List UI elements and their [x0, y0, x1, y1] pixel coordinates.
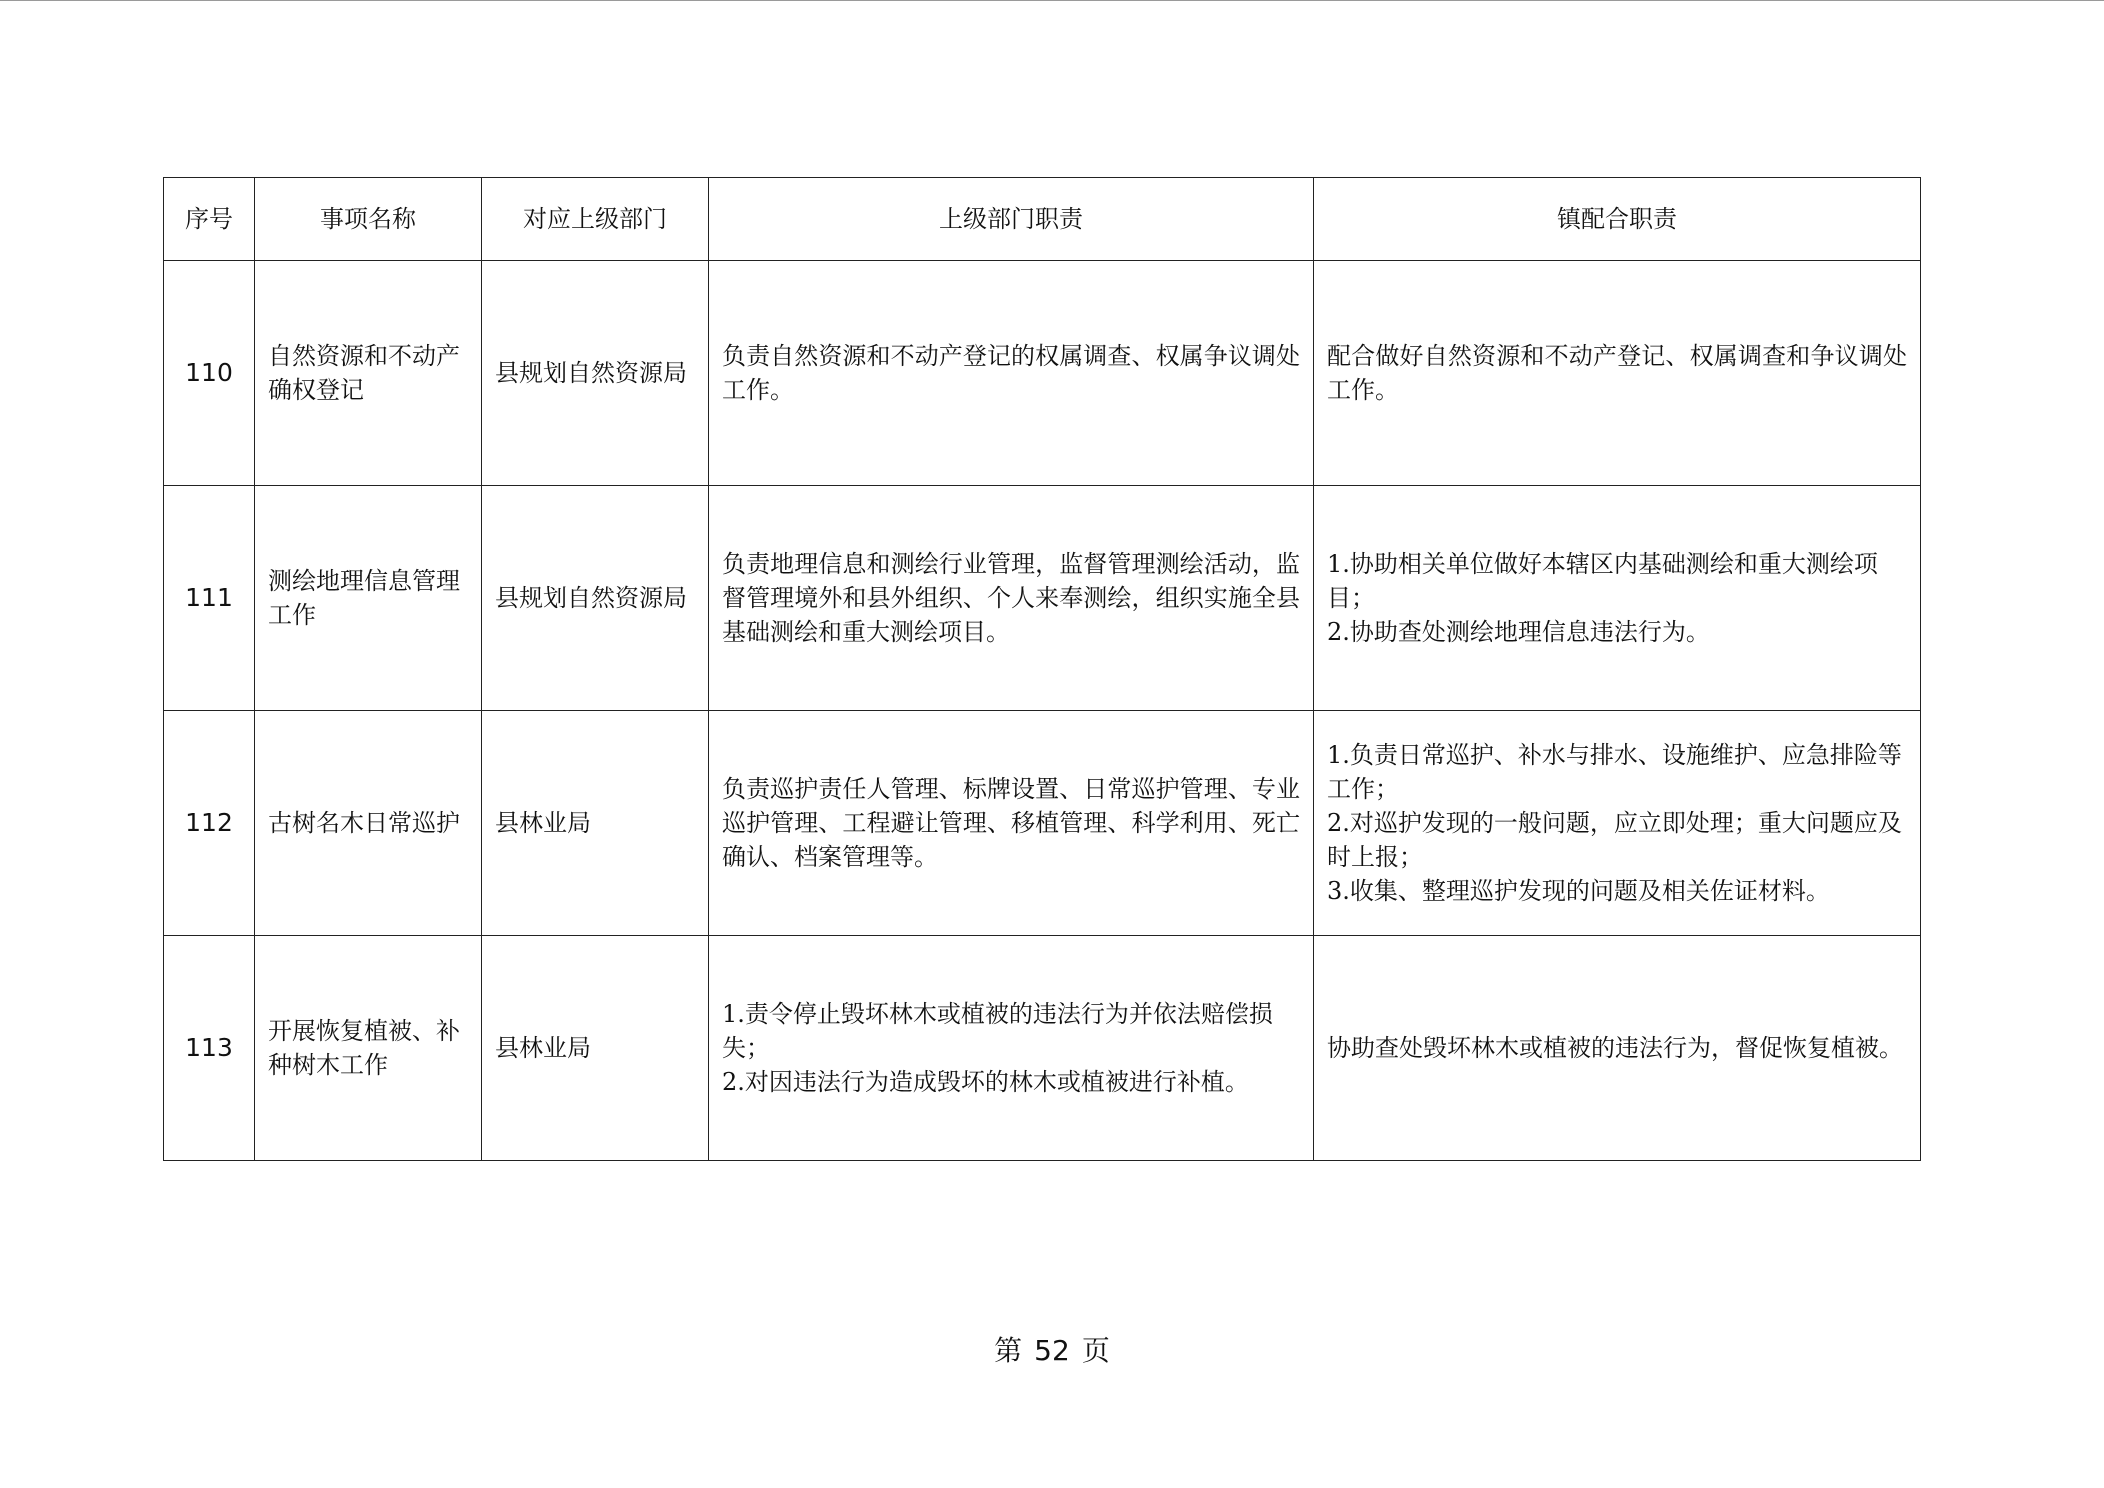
header-superior-dept: 对应上级部门 — [482, 178, 709, 261]
page-label-suffix: 页 — [1081, 1334, 1110, 1367]
row-superior-duty — [709, 711, 1314, 936]
row-superior-dept: 县林业局 — [482, 711, 709, 936]
duty-line: 负责地理信息和测绘行业管理，监督管理测绘活动，监督管理境外和县外组织、个人来奉测绘，组织实施全县基础测绘和重大测绘项目。 — [722, 550, 1300, 646]
town-duty-line: 配合做好自然资源和不动产登记、权属调查和争议调处工作。 — [1327, 342, 1907, 404]
page-footer — [0, 1333, 2104, 1369]
duty-line: 负责自然资源和不动产登记的权属调查、权属争议调处工作。 — [722, 342, 1300, 404]
row-town-duty — [1314, 261, 1921, 486]
town-duty-line: 协助查处毁坏林木或植被的违法行为，督促恢复植被。 — [1327, 1034, 1903, 1062]
header-seq: 序号 — [164, 178, 255, 261]
town-duty-line: 2.对巡护发现的一般问题，应立即处理；重大问题应及时上报； — [1327, 809, 1902, 871]
top-border-line — [0, 0, 2104, 1]
page-number: 52 — [1034, 1334, 1070, 1367]
table-row — [164, 261, 1921, 486]
row-town-duty — [1314, 486, 1921, 711]
duty-line: 负责巡护责任人管理、标牌设置、日常巡护管理、专业巡护管理、工程避让管理、移植管理、科学利用、死亡确认、档案管理等。 — [722, 775, 1300, 871]
row-superior-duty — [709, 486, 1314, 711]
row-seq: 113 — [164, 936, 255, 1161]
page-label-prefix: 第 — [994, 1334, 1023, 1367]
duty-line: 1.责令停止毁坏林木或植被的违法行为并依法赔偿损失； — [722, 1000, 1273, 1062]
row-superior-dept: 县规划自然资源局 — [482, 261, 709, 486]
town-duty-line: 1.协助相关单位做好本辖区内基础测绘和重大测绘项目； — [1327, 550, 1878, 612]
row-item-name: 开展恢复植被、补种树木工作 — [255, 936, 482, 1161]
duty-line: 2.对因违法行为造成毁坏的林木或植被进行补植。 — [722, 1068, 1249, 1096]
town-duty-line: 3.收集、整理巡护发现的问题及相关佐证材料。 — [1327, 877, 1830, 905]
table-row — [164, 486, 1921, 711]
row-item-name: 测绘地理信息管理工作 — [255, 486, 482, 711]
town-duty-line: 2.协助查处测绘地理信息违法行为。 — [1327, 618, 1710, 646]
row-superior-duty — [709, 936, 1314, 1161]
row-item-name: 古树名木日常巡护 — [255, 711, 482, 936]
row-superior-duty — [709, 261, 1314, 486]
table-row — [164, 936, 1921, 1161]
town-duty-line: 1.负责日常巡护、补水与排水、设施维护、应急排险等工作； — [1327, 741, 1902, 803]
row-seq: 110 — [164, 261, 255, 486]
row-superior-dept: 县规划自然资源局 — [482, 486, 709, 711]
row-town-duty — [1314, 711, 1921, 936]
header-superior-duty: 上级部门职责 — [709, 178, 1314, 261]
header-item-name: 事项名称 — [255, 178, 482, 261]
table-header-row — [164, 178, 1921, 261]
row-seq: 111 — [164, 486, 255, 711]
row-seq: 112 — [164, 711, 255, 936]
row-town-duty — [1314, 936, 1921, 1161]
table-row — [164, 711, 1921, 936]
row-superior-dept: 县林业局 — [482, 936, 709, 1161]
responsibility-table — [163, 177, 1921, 1161]
row-item-name: 自然资源和不动产确权登记 — [255, 261, 482, 486]
header-town-duty: 镇配合职责 — [1314, 178, 1921, 261]
